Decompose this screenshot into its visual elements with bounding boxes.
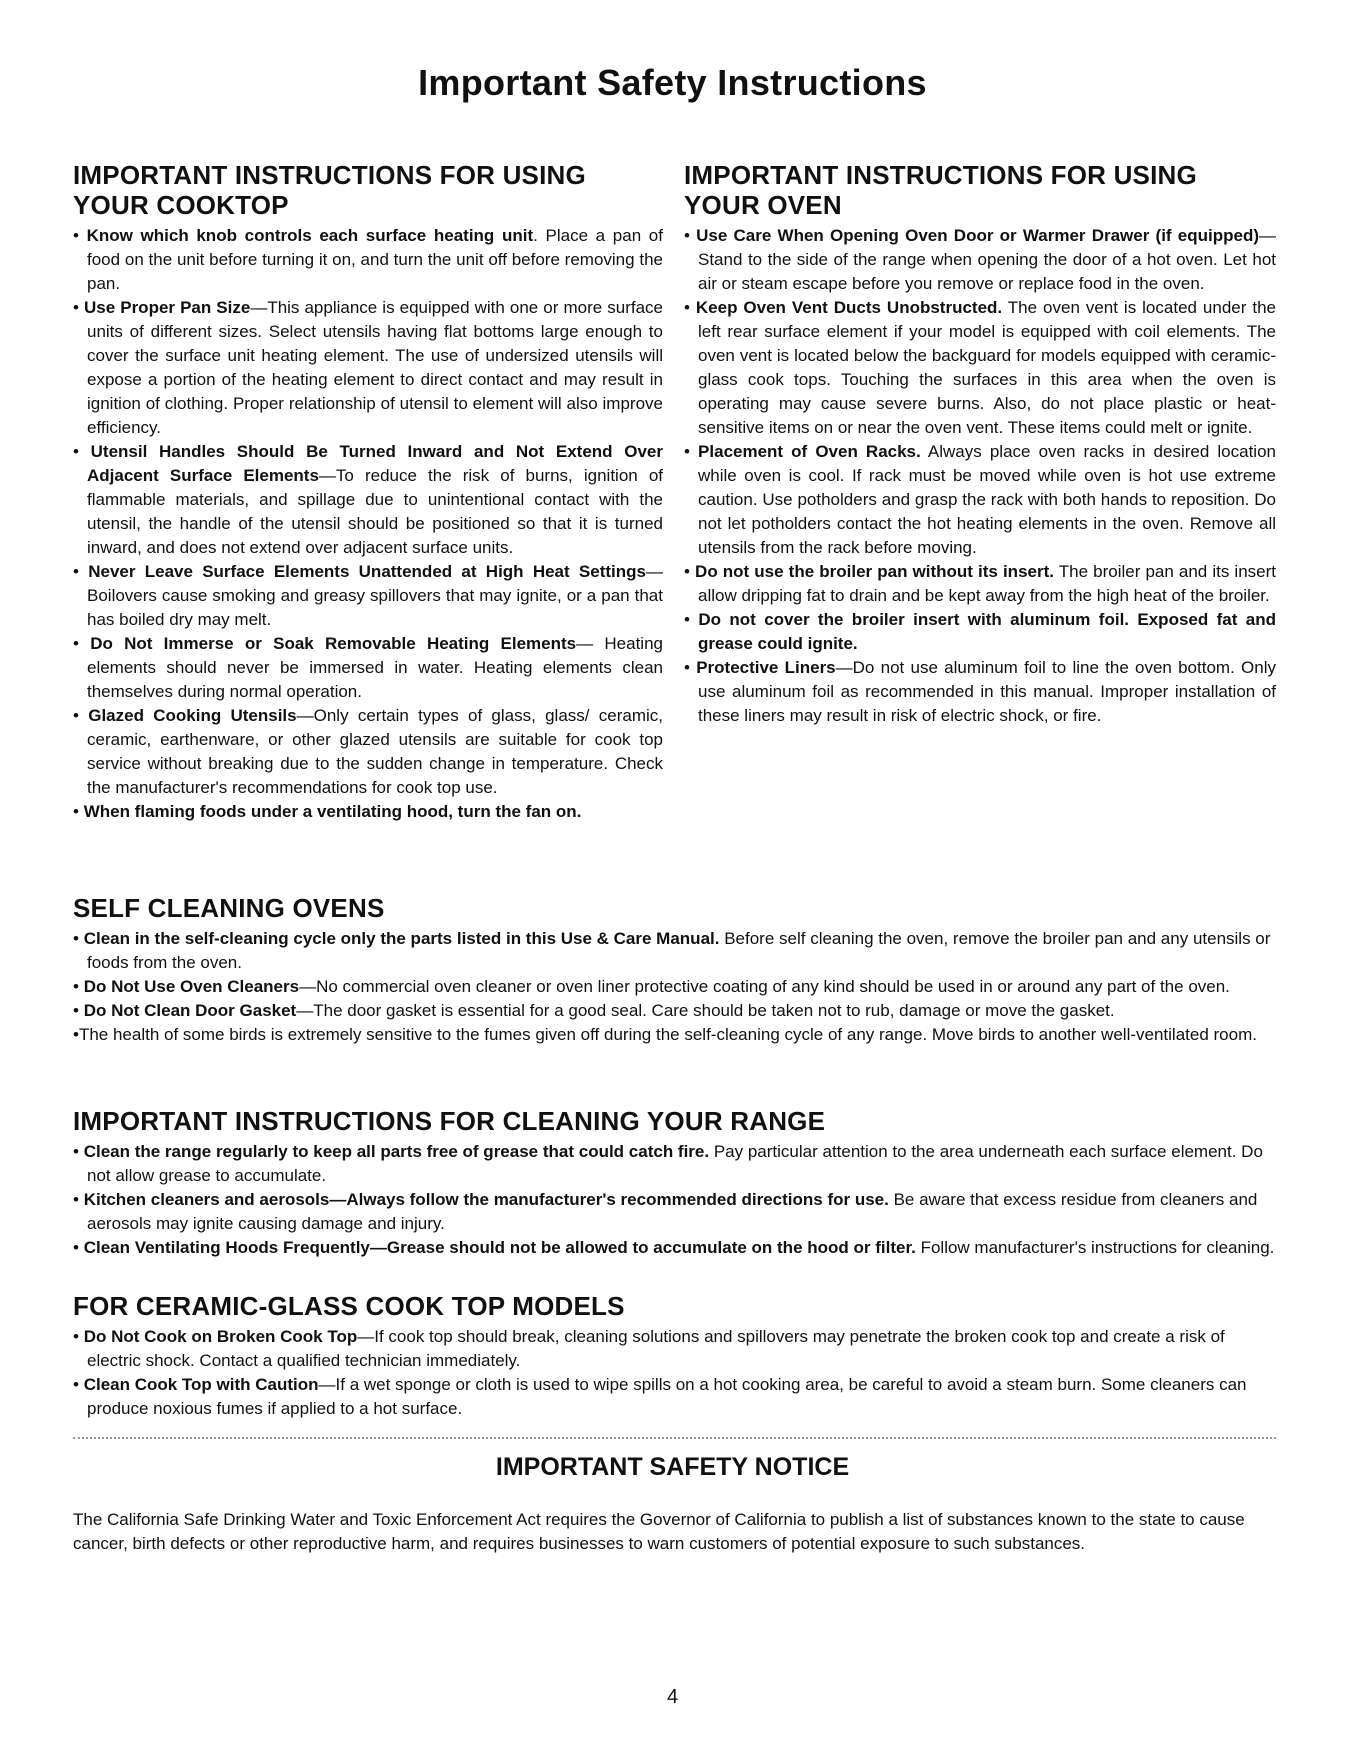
list-item: • Do Not Immerse or Soak Removable Heating Elements— Heating elements should never be immersed in water. Heating elements clean themselves during normal operation. [73,634,663,701]
list-item: • Utensil Handles Should Be Turned Inward and Not Extend Over Adjacent Surface Elements—To reduce the risk of burns, ignition of flammable materials, and spillage due to unintentional contact with the utensil, the handle of the utensil should be positioned so that it is turned inward, and does not extend over adjacent surface units. [73,442,663,557]
cleaning-range-heading: IMPORTANT INSTRUCTIONS FOR CLEANING YOUR RANGE [73,1106,826,1136]
list-item: • Never Leave Surface Elements Unattended at High Heat Settings—Boilovers cause smoking and greasy spillovers that may ignite, or a pan that has boiled dry may melt. [73,562,663,629]
oven-section [684,160,1276,728]
list-item: • Do not cover the broiler insert with aluminum foil. Exposed fat and grease could ignite. [684,610,1276,653]
list-item: • Clean the range regularly to keep all parts free of grease that could catch fire. Pay particular attention to the area underneath each surface element. Do not allow grease to accumulate. [73,1142,1263,1185]
ceramic-glass-section [73,1291,1276,1421]
list-item: • Clean Cook Top with Caution—If a wet sponge or cloth is used to wipe spills on a hot cooking area, be careful to avoid a steam burn. Some cleaners can produce noxious fumes if applied to a hot surface. [73,1375,1247,1418]
dotted-divider [73,1437,1276,1439]
list-item: •The health of some birds is extremely sensitive to the fumes given off during the self-cleaning cycle of any range. Move birds to another well-ventilated room. [73,1025,1257,1044]
list-item: • Keep Oven Vent Ducts Unobstructed. The oven vent is located under the left rear surface element if your model is equipped with coil elements. The oven vent is located below the backguard for models equipped with ceramic-glass cook tops. Touching the surfaces in this area when the oven is operating may cause severe burns. Also, do not place plastic or heat-sensitive items on or near the oven vent. These items could melt or ignite. [684,298,1276,437]
self-cleaning-list [73,927,1276,1047]
list-item: • Use Care When Opening Oven Door or Warmer Drawer (if equipped)—Stand to the side of the range when opening the door of a hot oven. Let hot air or steam escape before you remove or replace food in the oven. [684,226,1276,293]
list-item: • Kitchen cleaners and aerosols—Always follow the manufacturer's recommended directions for use. Be aware that excess residue from cleaners and aerosols may ignite causing damage and injury. [73,1190,1258,1233]
list-item: • Clean in the self-cleaning cycle only the parts listed in this Use & Care Manual. Before self cleaning the oven, remove the broiler pan and any utensils or foods from the oven. [73,929,1271,972]
cooktop-heading: IMPORTANT INSTRUCTIONS FOR USING YOUR COOKTOP [73,160,586,220]
page-number: 4 [666,1686,679,1708]
list-item: • Clean Ventilating Hoods Frequently—Grease should not be allowed to accumulate on the hood or filter. Follow manufacturer's instructions for cleaning. [73,1238,1275,1257]
list-item: • Do Not Cook on Broken Cook Top—If cook top should break, cleaning solutions and spillovers may penetrate the broken cook top and create a risk of electric shock. Contact a qualified technician immediately. [73,1327,1225,1370]
ceramic-glass-list [73,1325,1276,1421]
notice-text: The California Safe Drinking Water and Toxic Enforcement Act requires the Governor of California to publish a list of substances known to the state to cause cancer, birth defects or other reproductive harm, and requires businesses to warn customers of potential exposure to such substances. [73,1510,1245,1553]
ceramic-glass-heading: FOR CERAMIC-GLASS COOK TOP MODELS [73,1291,625,1321]
list-item: • Do Not Clean Door Gasket—The door gasket is essential for a good seal. Care should be taken not to rub, damage or move the gasket. [73,1001,1115,1020]
list-item: • Do Not Use Oven Cleaners—No commercial oven cleaner or oven liner protective coating of any kind should be used in or around any part of the oven. [73,977,1230,996]
self-cleaning-section [73,893,1276,1047]
self-cleaning-heading: SELF CLEANING OVENS [73,893,385,923]
oven-list [684,224,1276,728]
list-item: • Know which knob controls each surface heating unit. Place a pan of food on the unit before turning it on, and turn the unit off before removing the pan. [73,226,663,293]
oven-heading: IMPORTANT INSTRUCTIONS FOR USING YOUR OVEN [684,160,1197,220]
list-item: • Placement of Oven Racks. Always place oven racks in desired location while oven is cool. If rack must be moved while oven is hot use extreme caution. Use potholders and grasp the rack with both hands to reposition. Do not let potholders contact the hot heating elements in the oven. Remove all utensils from the rack before moving. [684,442,1276,557]
cleaning-range-section [73,1106,1276,1260]
list-item: • Use Proper Pan Size—This appliance is equipped with one or more surface units of different sizes. Select utensils having flat bottoms large enough to cover the surface unit heating element. The use of undersized utensils will expose a portion of the heating element to direct contact and may result in ignition of clothing. Proper relationship of utensil to element will also improve efficiency. [73,298,663,437]
list-item: • Do not use the broiler pan without its insert. The broiler pan and its insert allow dripping fat to drain and be kept away from the high heat of the broiler. [684,562,1276,605]
cooktop-list [73,224,663,824]
cooktop-section [73,160,663,824]
list-item: • Protective Liners—Do not use aluminum foil to line the oven bottom. Only use aluminum foil as recommended in this manual. Improper installation of these liners may result in risk of electric shock, or fire. [684,658,1276,725]
list-item: • Glazed Cooking Utensils—Only certain types of glass, glass/ ceramic, ceramic, earthenware, or other glazed utensils are suitable for cook top service without breaking due to the sudden change in temperature. Check the manufacturer's recommendations for cook top use. [73,706,663,797]
notice-heading: IMPORTANT SAFETY NOTICE [495,1453,850,1481]
cleaning-range-list [73,1140,1276,1260]
page-title: Important Safety Instructions [418,62,927,103]
list-item: • When flaming foods under a ventilating hood, turn the fan on. [73,802,582,821]
